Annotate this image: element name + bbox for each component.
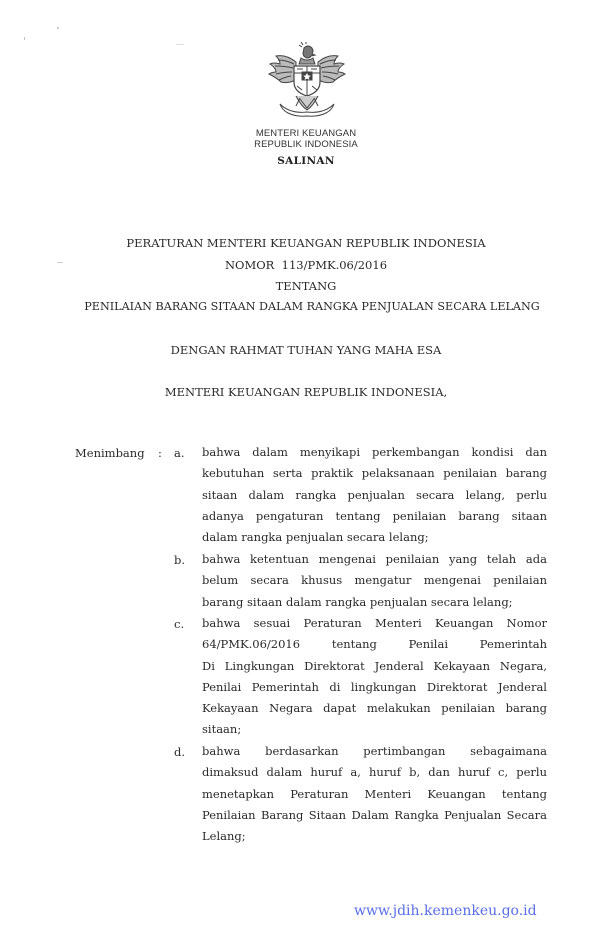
scan-speck [176,44,184,45]
consideration-c [202,613,547,741]
text-line: bahwa berdasarkan pertimbangan sebagaimana [202,744,547,758]
text-line: Kekayaan Negara dapat melakukan penilaian barang [202,701,547,716]
text-line: Lelang; [202,829,246,844]
scan-speck [57,27,59,29]
regulation-number: NOMOR 113/PMK.06/2016 [224,258,388,272]
text-line: 64/PMK.06/2016 tentang Penilai Pemerintah [202,637,547,652]
ministry-name-line2: REPUBLIK INDONESIA [254,139,358,150]
copy-stamp: SALINAN [277,155,335,167]
text-line: Penilai Pemerintah di lingkungan Direktorat Jenderal [202,679,547,694]
issuer: MENTERI KEUANGAN REPUBLIK INDONESIA, [164,385,448,399]
text-line: belum secara khusus mengatur mengenai penilaian [202,573,547,588]
consideration-letter-d: d. [174,745,186,759]
regulation-subject: PENILAIAN BARANG SITAAN DALAM RANGKA PENJUALAN SECARA LELANG [84,300,540,313]
regulation-title: PERATURAN MENTERI KEUANGAN REPUBLIK INDONESIA [126,236,486,250]
text-line: sitaan; [202,722,242,737]
consideration-letter-a: a. [174,446,185,460]
jdih-website-link[interactable]: www.jdih.kemenkeu.go.id [354,903,537,919]
text-line: kebutuhan serta praktik pelaksanaan penilaian barang [202,466,547,481]
text-line: adanya pengaturan tentang penilaian barang sitaan [202,508,547,523]
text-line: Di Lingkungan Direktorat Jenderal Kekayaan Negara, [202,658,547,673]
consideration-letter-b: b. [174,553,186,567]
regulation-about: TENTANG [275,279,337,293]
text-line: bahwa sesuai Peraturan Menteri Keuangan Nomor [202,616,547,630]
garuda-emblem-icon [266,42,348,124]
text-line: Penilaian Barang Sitaan Dalam Rangka Penjualan Secara [202,807,547,822]
text-line: barang sitaan dalam rangka penjualan secara lelang; [202,594,513,609]
text-line: bahwa ketentuan mengenai penilaian yang telah ada [202,552,547,566]
text-line: dimaksud dalam huruf a, huruf b, dan huruf c, perlu [202,765,547,780]
consideration-d [202,741,547,847]
ministry-name-line1: MENTERI KEUANGAN [255,128,357,139]
consideration-a [202,442,547,548]
preamble: DENGAN RAHMAT TUHAN YANG MAHA ESA [170,343,442,357]
text-line: bahwa dalam menyikapi perkembangan kondisi dan [202,445,547,459]
consideration-b [202,549,547,613]
consideration-letter-c: c. [174,617,185,631]
scan-speck [24,37,25,40]
menimbang-colon: : [158,446,162,460]
menimbang-label: Menimbang [75,446,145,460]
text-line: dalam rangka penjualan secara lelang; [202,530,429,545]
text-line: menetapkan Peraturan Menteri Keuangan tentang [202,786,547,801]
text-line: sitaan dalam rangka penjualan secara lelang, perlu [202,487,547,502]
